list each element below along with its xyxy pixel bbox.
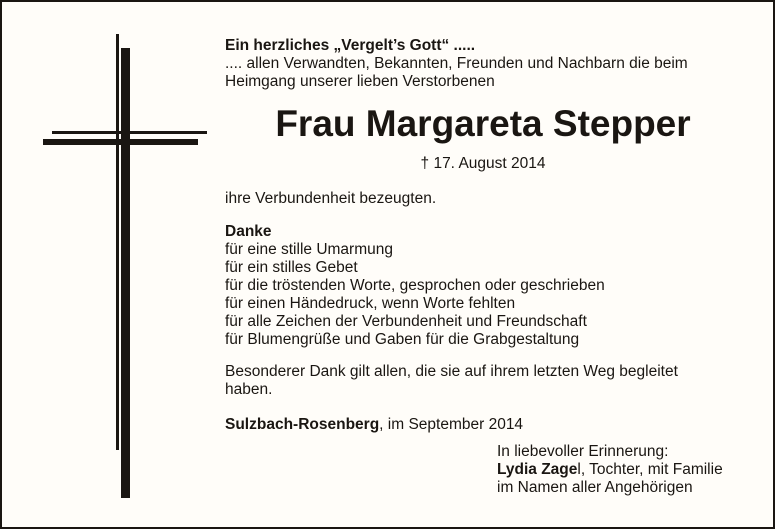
signature-intro: In liebevoller Erinnerung:: [497, 443, 669, 460]
special-thanks-block: [225, 363, 741, 399]
thanks-item: für ein stilles Gebet: [225, 259, 358, 276]
signature-name: Lydia Zage: [497, 461, 578, 478]
deceased-name: Frau Margareta Stepper: [275, 103, 691, 144]
intro-line-1: .... allen Verwandten, Bekannten, Freunden und Nachbarn die beim: [225, 55, 688, 72]
place: Sulzbach-Rosenberg: [225, 416, 380, 433]
signature-block: [497, 443, 747, 497]
cross-icon-horizontal: [43, 139, 198, 145]
thanks-item: für Blumengrüße und Gaben für die Grabgestaltung: [225, 331, 580, 348]
special-thanks-line-2: haben.: [225, 381, 273, 398]
thanks-item: für alle Zeichen der Verbundenheit und Freundschaft: [225, 313, 587, 330]
thanks-item: für eine stille Umarmung: [225, 241, 393, 258]
intro-block: [225, 37, 741, 91]
cross-icon-vertical-thin: [116, 34, 119, 450]
gratitude-line: ihre Verbundenheit bezeugten.: [225, 190, 437, 207]
intro-heading: Ein herzliches „Vergelt’s Gott“ .....: [225, 37, 476, 54]
thanks-block: [225, 223, 741, 349]
signature-name-line: [497, 461, 747, 479]
thanks-item: für die tröstenden Worte, gesprochen oder geschrieben: [225, 277, 605, 294]
date: , im September 2014: [379, 416, 524, 433]
signature-closing: im Namen aller Angehörigen: [497, 479, 693, 496]
thanks-heading: Danke: [225, 223, 272, 240]
cross-icon-horizontal-thin: [52, 131, 207, 134]
cross-icon-vertical: [121, 48, 130, 498]
intro-line-2: Heimgang unserer lieben Verstorbenen: [225, 73, 495, 90]
special-thanks-line-1: Besonderer Dank gilt allen, die sie auf ihrem letzten Weg begleitet: [225, 363, 678, 380]
date-of-death: † 17. August 2014: [420, 155, 546, 172]
signature-name-rest: l, Tochter, mit Familie: [577, 461, 723, 478]
thanks-item: für einen Händedruck, wenn Worte fehlten: [225, 295, 516, 312]
place-date: [225, 416, 741, 434]
